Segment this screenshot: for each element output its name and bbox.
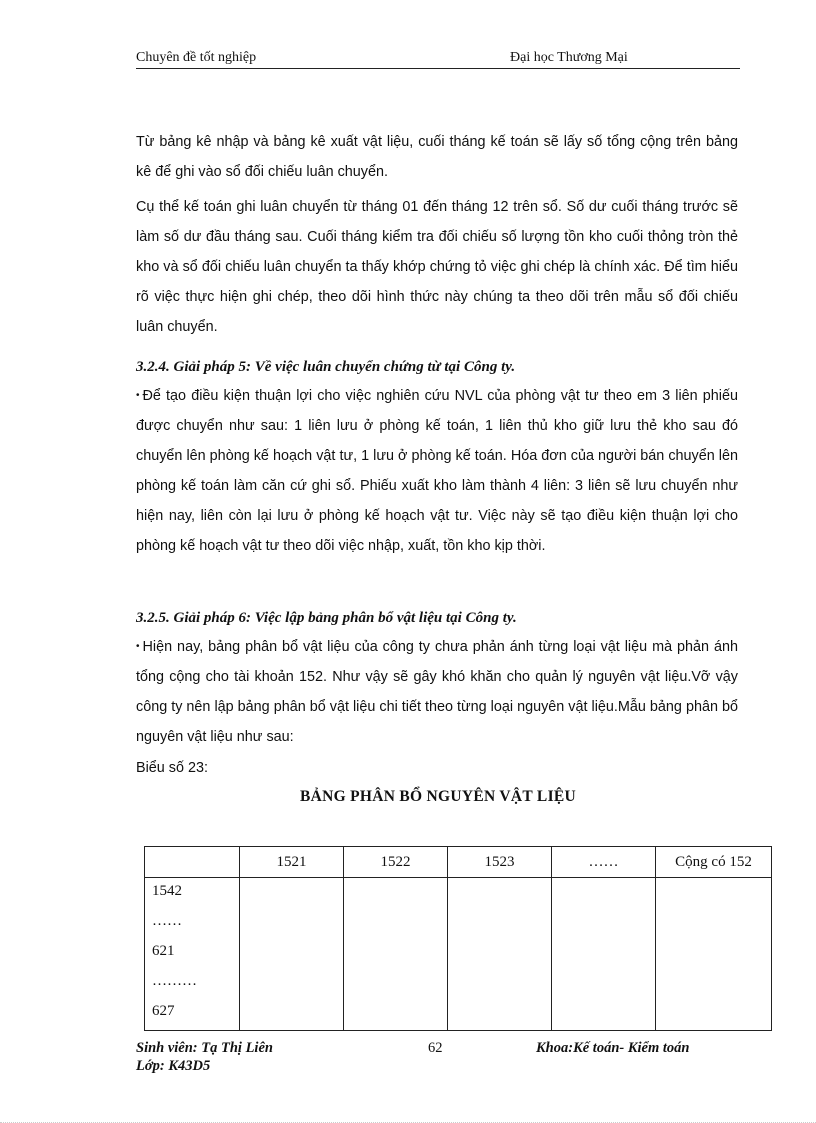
data-cell bbox=[656, 878, 772, 1031]
row-label-cell bbox=[145, 878, 240, 1031]
section-3-2-4-heading: 3.2.4. Giải pháp 5: Về việc luân chuyển chứng từ tại Công ty. bbox=[136, 359, 516, 375]
footer-faculty: Khoa:Kế toán- Kiểm toán bbox=[536, 1040, 690, 1056]
page-header bbox=[136, 50, 740, 69]
bullet-icon: • bbox=[136, 641, 140, 652]
header-university: Đại học Thương Mại bbox=[510, 50, 628, 65]
header-cell-ellipsis: …… bbox=[552, 847, 656, 878]
table-title: BẢNG PHÂN BỔ NGUYÊN VẬT LIỆU bbox=[299, 788, 577, 805]
data-cell bbox=[448, 878, 552, 1031]
exhibit-label: Biểu số 23: bbox=[136, 760, 209, 776]
footer-student: Sinh viên: Tạ Thị Liên bbox=[136, 1040, 273, 1056]
footer-class: Lớp: K43D5 bbox=[136, 1058, 211, 1074]
header-thesis-label: Chuyên đề tốt nghiệp bbox=[136, 50, 257, 65]
row-label: ……… bbox=[152, 973, 197, 989]
row-label: …… bbox=[152, 913, 182, 929]
header-cell-1523: 1523 bbox=[448, 847, 552, 878]
row-label: 621 bbox=[152, 943, 175, 959]
section-3-2-5-text: Hiện nay, bảng phân bổ vật liệu của công ty chưa phản ánh từng loại vật liệu mà phản ánh tổng cộng cho tài khoản 152. Như vậy sẽ gây khó khăn cho quản lý nguyên vật liệu.Vỡ vậy công ty nên lập bảng phân bổ vật liệu chi tiết theo từng loại nguyên vật liệu.Mẫu bảng phân bổ nguyên vật liệu như sau: bbox=[136, 639, 738, 745]
data-cell bbox=[344, 878, 448, 1031]
header-cell-empty bbox=[145, 847, 240, 878]
table-header-row bbox=[145, 847, 772, 878]
page-number: 62 bbox=[428, 1040, 443, 1056]
paragraph-1: Từ bảng kê nhập và bảng kê xuất vật liệu, cuối tháng kế toán sẽ lấy số tổng cộng trên bảng kê để ghi vào sổ đối chiếu luân chuyển. bbox=[136, 134, 738, 180]
header-cell-total-152: Cộng có 152 bbox=[656, 847, 772, 878]
data-cell bbox=[552, 878, 656, 1031]
section-3-2-4-text: Để tạo điều kiện thuận lợi cho việc nghiên cứu NVL của phòng vật tư theo em 3 liên phiếu được chuyển như sau: 1 liên lưu ở phòng kế toán, 1 liên thủ kho giữ lưu thẻ kho sau đó chuyển lên phòng kế hoạch vật tư, 1 lưu ở phòng kế toán. Hóa đơn của người bán chuyển lên phòng kế toán làm căn cứ ghi sổ. Phiếu xuất kho làm thành 4 liên: 3 liên sẽ lưu chuyển như hiện nay, liên còn lại lưu ở phòng kế hoạch vật tư. Việc này sẽ tạo điều kiện thuận lợi cho phòng kế hoạch vật tư theo dõi việc nhập, xuất, tồn kho kịp thời. bbox=[136, 388, 738, 554]
row-label: 1542 bbox=[152, 883, 182, 899]
header-cell-1522: 1522 bbox=[344, 847, 448, 878]
bullet-icon: • bbox=[136, 390, 140, 401]
allocation-table bbox=[144, 846, 772, 1031]
paragraph-2: Cụ thể kế toán ghi luân chuyển từ tháng 01 đến tháng 12 trên sổ. Số dư cuối tháng trước sẽ làm số dư đầu tháng sau. Cuối tháng kiểm tra đối chiếu số lượng tồn kho cuối thỏng tròn thẻ kho và sổ đối chiếu luân chuyển ta thấy khớp chứng tỏ việc ghi chép là chính xác. Để tìm hiểu rõ việc thực hiện ghi chép, theo dõi hình thức này chúng ta theo dõi trên mẫu sổ đối chiếu luân chuyển. bbox=[136, 199, 738, 335]
section-3-2-4-body bbox=[136, 381, 738, 561]
row-label: 627 bbox=[152, 1003, 175, 1019]
section-3-2-5-body bbox=[136, 632, 738, 752]
table-row bbox=[145, 878, 772, 1031]
section-3-2-5-heading: 3.2.5. Giải pháp 6: Việc lập bảng phân bổ vật liệu tại Công ty. bbox=[136, 610, 517, 626]
data-cell bbox=[240, 878, 344, 1031]
header-cell-1521: 1521 bbox=[240, 847, 344, 878]
